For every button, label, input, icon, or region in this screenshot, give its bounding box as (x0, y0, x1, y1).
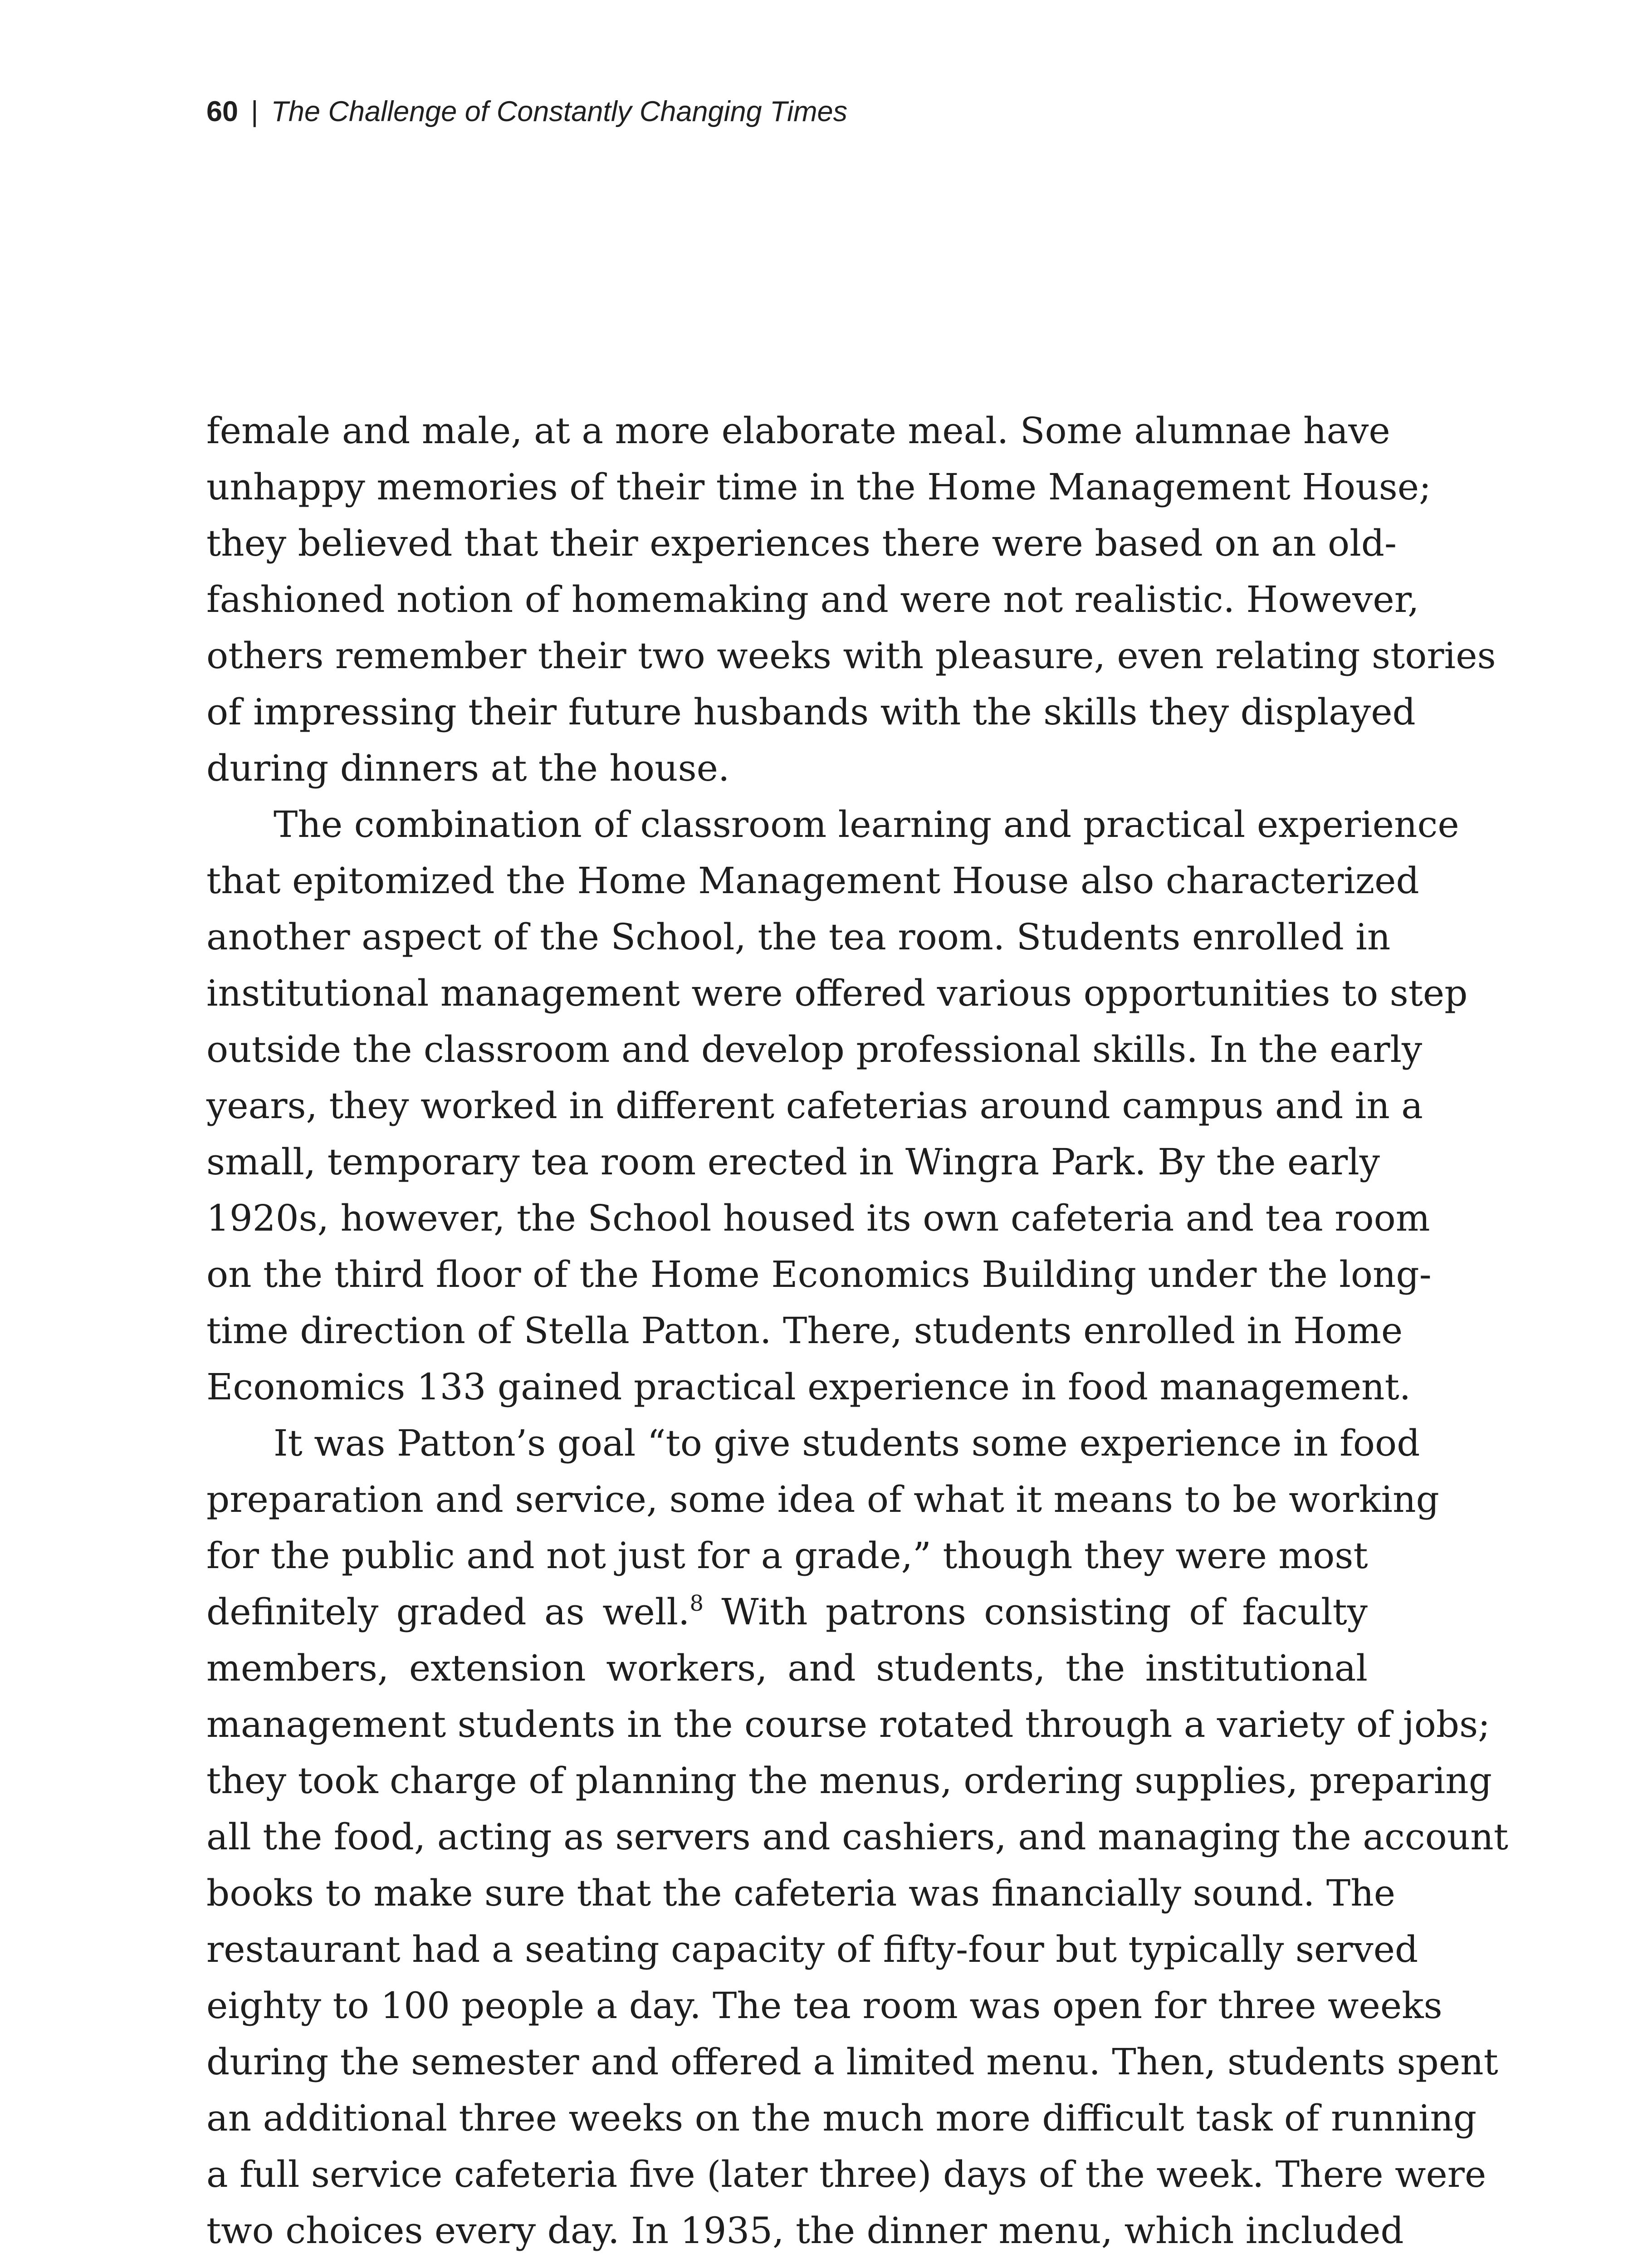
text-line: female and male, at a more elaborate meal. Some alumnae have (206, 410, 1390, 452)
text-line: a full service cafeteria five (later three) days of the week. There were (206, 2153, 1486, 2195)
header-separator: | (251, 96, 259, 127)
text-line: It was Patton’s goal “to give students some experience in food (274, 1422, 1420, 1464)
text-line: 1920s, however, the School housed its own cafeteria and tea room (206, 1197, 1430, 1239)
text-line: they took charge of planning the menus, ordering supplies, preparing (206, 1760, 1492, 1802)
text-line: others remember their two weeks with pleasure, even relating stories (206, 635, 1496, 677)
text-line: institutional management were offered various opportunities to step (206, 972, 1468, 1014)
text-line: years, they worked in different cafeterias around campus and in a (206, 1085, 1423, 1127)
text-line-with-footnote (206, 1584, 1368, 1640)
text-line: Economics 133 gained practical experience in food management. (206, 1366, 1411, 1408)
text-line: another aspect of the School, the tea room. Students enrolled in (206, 916, 1391, 958)
text-fragment: definitely graded as well. (206, 1591, 690, 1633)
text-line: management students in the course rotated through a variety of jobs; (206, 1703, 1491, 1745)
text-line: during the semester and offered a limited menu. Then, students spent (206, 2041, 1498, 2083)
text-line: fashioned notion of homemaking and were not realistic. However, (206, 578, 1419, 621)
text-line: all the food, acting as servers and cashiers, and managing the account (206, 1816, 1508, 1858)
text-line: time direction of Stella Patton. There, students enrolled in Home (206, 1310, 1403, 1352)
page-number: 60 (206, 96, 239, 127)
text-line: of impressing their future husbands with the skills they displayed (206, 691, 1416, 733)
text-line: an additional three weeks on the much more difficult task of running (206, 2097, 1477, 2139)
text-line: eighty to 100 people a day. The tea room was open for three weeks (206, 1984, 1442, 2027)
body-text (206, 403, 1508, 2259)
text-line: books to make sure that the cafeteria was financially sound. The (206, 1872, 1396, 1914)
text-line: they believed that their experiences there were based on an old- (206, 522, 1397, 564)
text-line: outside the classroom and develop professional skills. In the early (206, 1028, 1423, 1070)
text-line: members, extension workers, and students, the institutional (206, 1647, 1368, 1689)
text-line: unhappy memories of their time in the Home Management House; (206, 466, 1432, 508)
text-line: two choices every day. In 1935, the dinner menu, which included (206, 2209, 1404, 2252)
running-title: The Challenge of Constantly Changing Times (271, 96, 848, 127)
text-line: on the third floor of the Home Economics Building under the long- (206, 1253, 1432, 1295)
text-fragment: With patrons consisting of faculty (704, 1591, 1368, 1633)
running-head (206, 98, 847, 126)
text-line: The combination of classroom learning and practical experience (274, 803, 1459, 846)
footnote-marker: 8 (689, 1591, 704, 1616)
text-line: restaurant had a seating capacity of fifty-four but typically served (206, 1928, 1418, 1970)
text-line: for the public and not just for a grade,” though they were most (206, 1535, 1368, 1577)
text-line: small, temporary tea room erected in Wingra Park. By the early (206, 1141, 1380, 1183)
text-line: during dinners at the house. (206, 747, 730, 789)
text-line: that epitomized the Home Management House also characterized (206, 860, 1419, 902)
text-line: preparation and service, some idea of what it means to be working (206, 1478, 1439, 1520)
